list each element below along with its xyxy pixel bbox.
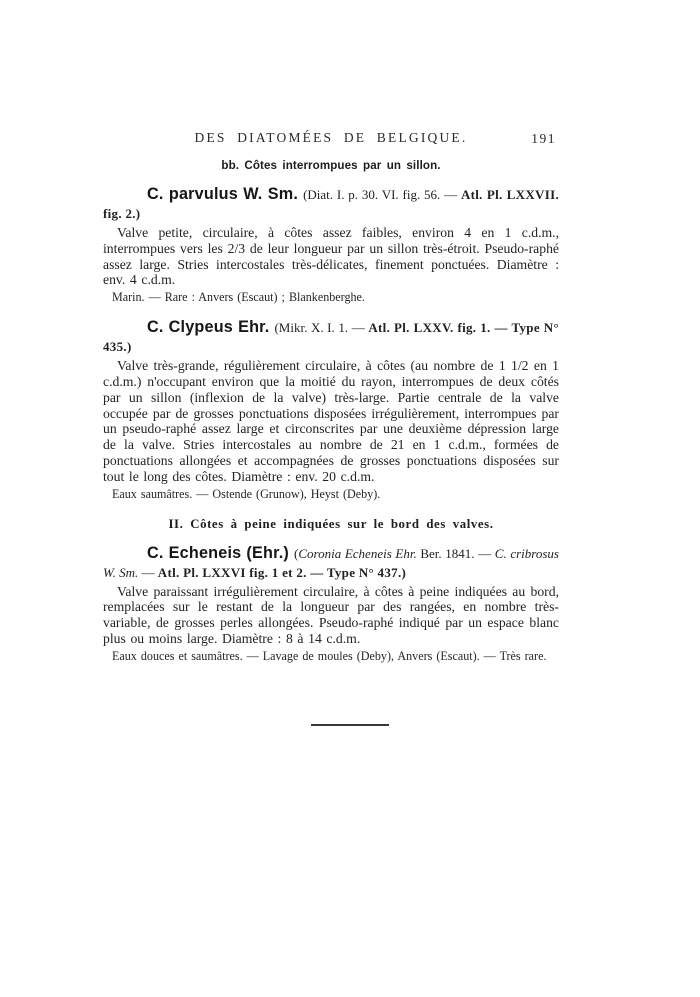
species-heading [103, 185, 559, 223]
species-reference: (Mikr. X. I. 1. — Atl. Pl. LXXV. fig. 1. — Type N° 435.) [103, 320, 559, 355]
species-entry-echeneis [103, 544, 559, 664]
species-entry-clypeus [103, 318, 559, 501]
species-heading [103, 544, 559, 582]
habitat-note: Eaux saumâtres. — Ostende (Grunow), Heyst (Deby). [112, 486, 381, 501]
habitat-note: Eaux douces et saumâtres. — Lavage de moules (Deby), Anvers (Escaut). — Très rare. [112, 648, 547, 663]
species-description: Valve très-grande, régulièrement circulaire, à côtes (au nombre de 1 1/2 en 1 c.d.m.) n'occupant environ que la moitié du rayon, interrompues de deux côtés par un sillon (inflexion de la valve) très-large. Partie centrale de la valve occupée par de grosses ponctuations disposées irrégulièrement, interrompues par un pseudo-raphé assez large et circonscrites par une deuxième dépression large de la valve. Stries intercostales au nombre de 21 en 1 c.d.m., formées de ponctuations allongées et accompagnées de grosses ponctuations disposées sur tout le long des côtes. Diamètre : env. 20 c.d.m. [103, 358, 559, 484]
section-heading-ii: II. Côtes à peine indiquées sur le bord des valves. [168, 516, 494, 531]
page-header [103, 130, 559, 148]
species-name: C. parvulus W. Sm. [147, 185, 299, 203]
subsection-heading-bb: bb. Côtes interrompues par un sillon. [221, 159, 441, 172]
species-description: Valve paraissant irrégulièrement circulaire, à côtes à peine indiquées au bord, remplacées sur le restant de la longueur par des rangées, en nombre très-variable, de grosses perles allongées. Pseudo-raphé indiqué par un espace blanc plus ou moins large. Diamètre : 8 à 14 c.d.m. [103, 583, 559, 646]
habitat-note: Marin. — Rare : Anvers (Escaut) ; Blankenberghe. [112, 290, 365, 305]
species-reference: (Diat. I. p. 30. VI. fig. 56. — Atl. Pl. LXXVII. fig. 2.) [103, 187, 560, 221]
species-reference: (Coronia Echeneis Ehr. Ber. 1841. — C. cribrosus W. Sm. — Atl. Pl. LXXVI fig. 1 et 2. — Type N° 437.) [103, 545, 559, 580]
running-title: DES DIATOMÉES DE BELGIQUE. [194, 130, 468, 145]
species-name: C. Echeneis (Ehr.) [147, 543, 289, 562]
species-entry-parvulus [103, 185, 559, 305]
end-of-section-rule [311, 724, 389, 726]
species-heading [103, 318, 559, 356]
page-number: 191 [531, 131, 556, 146]
text-column [103, 0, 559, 664]
species-description: Valve petite, circulaire, à côtes assez faibles, environ 4 en 1 c.d.m., interrompues vers les 2/3 de leur longueur par un sillon très-étroit. Pseudo-raphé assez large. Stries intercostales très-délicates, finement ponctuées. Diamètre : env. 4 c.d.m. [103, 225, 559, 288]
species-name: C. Clypeus Ehr. [147, 318, 270, 337]
